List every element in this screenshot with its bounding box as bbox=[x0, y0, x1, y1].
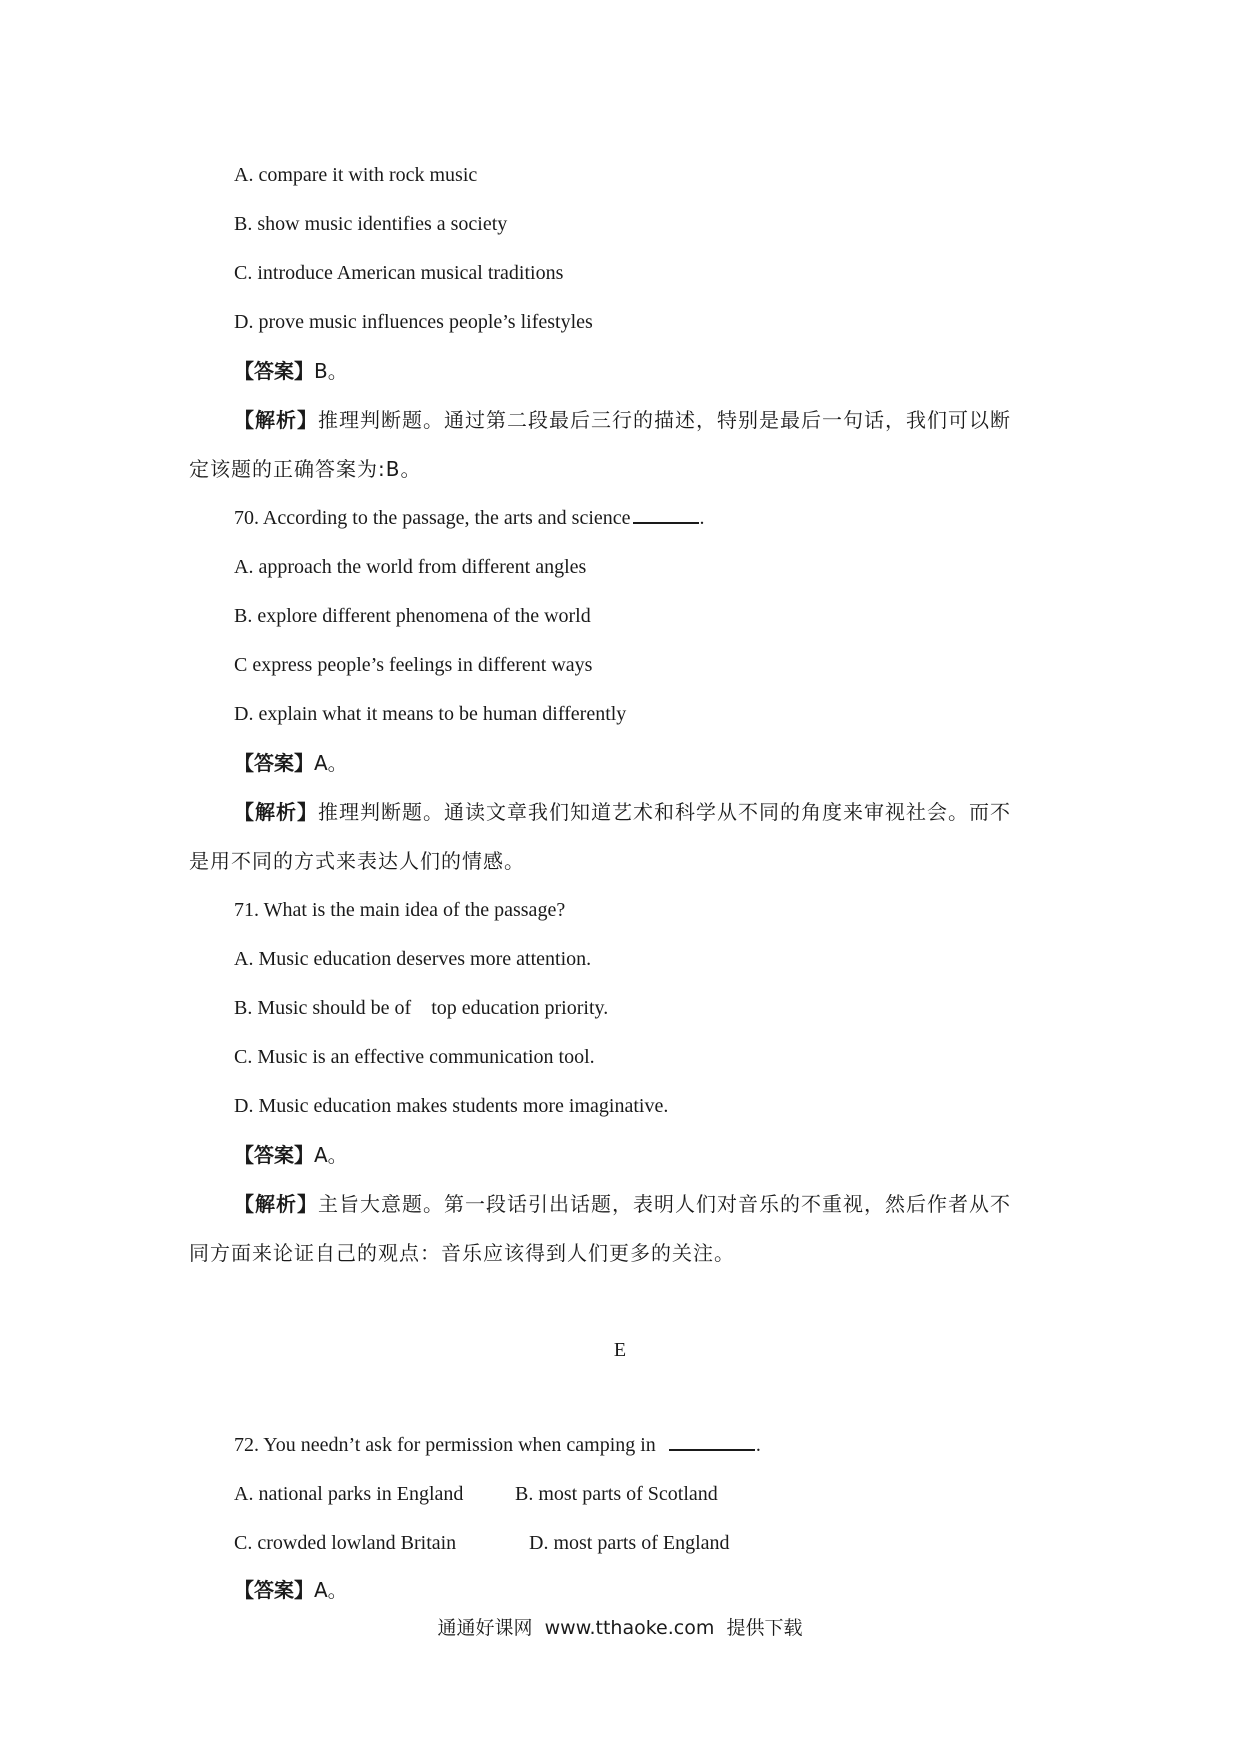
answer-tag: 【答案】 bbox=[234, 359, 314, 383]
explanation-tag: 【解析】 bbox=[234, 408, 318, 432]
q70-option-c: C express people’s feelings in different ways bbox=[234, 654, 593, 676]
q69-explanation-line2: 定该题的正确答案为:B。 bbox=[189, 457, 422, 481]
q72-stem bbox=[234, 1431, 761, 1459]
q69-option-a: A. compare it with rock music bbox=[234, 164, 478, 186]
q70-explanation-line2: 是用不同的方式来表达人们的情感。 bbox=[189, 849, 525, 873]
q71-stem: 71. What is the main idea of the passage? bbox=[234, 899, 566, 921]
explanation-tag: 【解析】 bbox=[234, 1192, 318, 1216]
answer-value: A。 bbox=[314, 751, 348, 775]
explanation-text: 推理判断题。通过第二段最后三行的描述，特别是最后一句话，我们可以断 bbox=[318, 408, 1011, 432]
q70-option-a: A. approach the world from different angles bbox=[234, 556, 587, 578]
explanation-text: 主旨大意题。第一段话引出话题，表明人们对音乐的不重视，然后作者从不 bbox=[318, 1192, 1011, 1216]
q72-option-a: A. national parks in England bbox=[234, 1483, 464, 1505]
q70-option-d: D. explain what it means to be human differently bbox=[234, 703, 627, 725]
explanation-tag: 【解析】 bbox=[234, 800, 318, 824]
q70-option-b: B. explore different phenomena of the world bbox=[234, 605, 591, 627]
answer-blank bbox=[633, 506, 699, 524]
q71-explanation-line1 bbox=[234, 1190, 1011, 1218]
q71-option-a: A. Music education deserves more attention. bbox=[234, 948, 592, 970]
q69-explanation-line1 bbox=[234, 406, 1011, 434]
q69-option-c: C. introduce American musical traditions bbox=[234, 262, 564, 284]
q69-answer bbox=[234, 357, 348, 385]
q70-stem bbox=[234, 504, 705, 532]
q72-option-b: B. most parts of Scotland bbox=[515, 1483, 718, 1505]
q71-explanation-line2: 同方面来论证自己的观点：音乐应该得到人们更多的关注。 bbox=[189, 1241, 735, 1265]
answer-blank bbox=[669, 1433, 755, 1451]
q70-stem-text: 70. According to the passage, the arts and science bbox=[234, 507, 631, 529]
q69-option-d: D. prove music influences people’s lifestyles bbox=[234, 311, 593, 333]
explanation-text: 推理判断题。通读文章我们知道艺术和科学从不同的角度来审视社会。而不 bbox=[318, 800, 1011, 824]
q72-answer bbox=[234, 1576, 348, 1604]
q71-option-c: C. Music is an effective communication tool. bbox=[234, 1046, 595, 1068]
answer-value: B。 bbox=[314, 359, 348, 383]
q71-option-d: D. Music education makes students more imaginative. bbox=[234, 1095, 669, 1117]
answer-value: A。 bbox=[314, 1578, 348, 1602]
answer-tag: 【答案】 bbox=[234, 751, 314, 775]
q70-stem-end: . bbox=[699, 507, 705, 529]
q69-option-b: B. show music identifies a society bbox=[234, 213, 508, 235]
q71-option-b: B. Music should be of top education priority. bbox=[234, 997, 609, 1019]
answer-tag: 【答案】 bbox=[234, 1143, 314, 1167]
footer-watermark: 通通好课网 www.tthaoke.com 提供下载 bbox=[437, 1617, 803, 1639]
q70-explanation-line1 bbox=[234, 798, 1011, 826]
q72-option-d: D. most parts of England bbox=[529, 1532, 730, 1554]
answer-value: A。 bbox=[314, 1143, 348, 1167]
q72-stem-end: . bbox=[755, 1434, 761, 1456]
q71-answer bbox=[234, 1141, 348, 1169]
q70-answer bbox=[234, 749, 348, 777]
q72-stem-text: 72. You needn’t ask for permission when camping in bbox=[234, 1434, 661, 1456]
answer-tag: 【答案】 bbox=[234, 1578, 314, 1602]
section-heading: E bbox=[613, 1339, 627, 1361]
q72-option-c: C. crowded lowland Britain bbox=[234, 1532, 457, 1554]
